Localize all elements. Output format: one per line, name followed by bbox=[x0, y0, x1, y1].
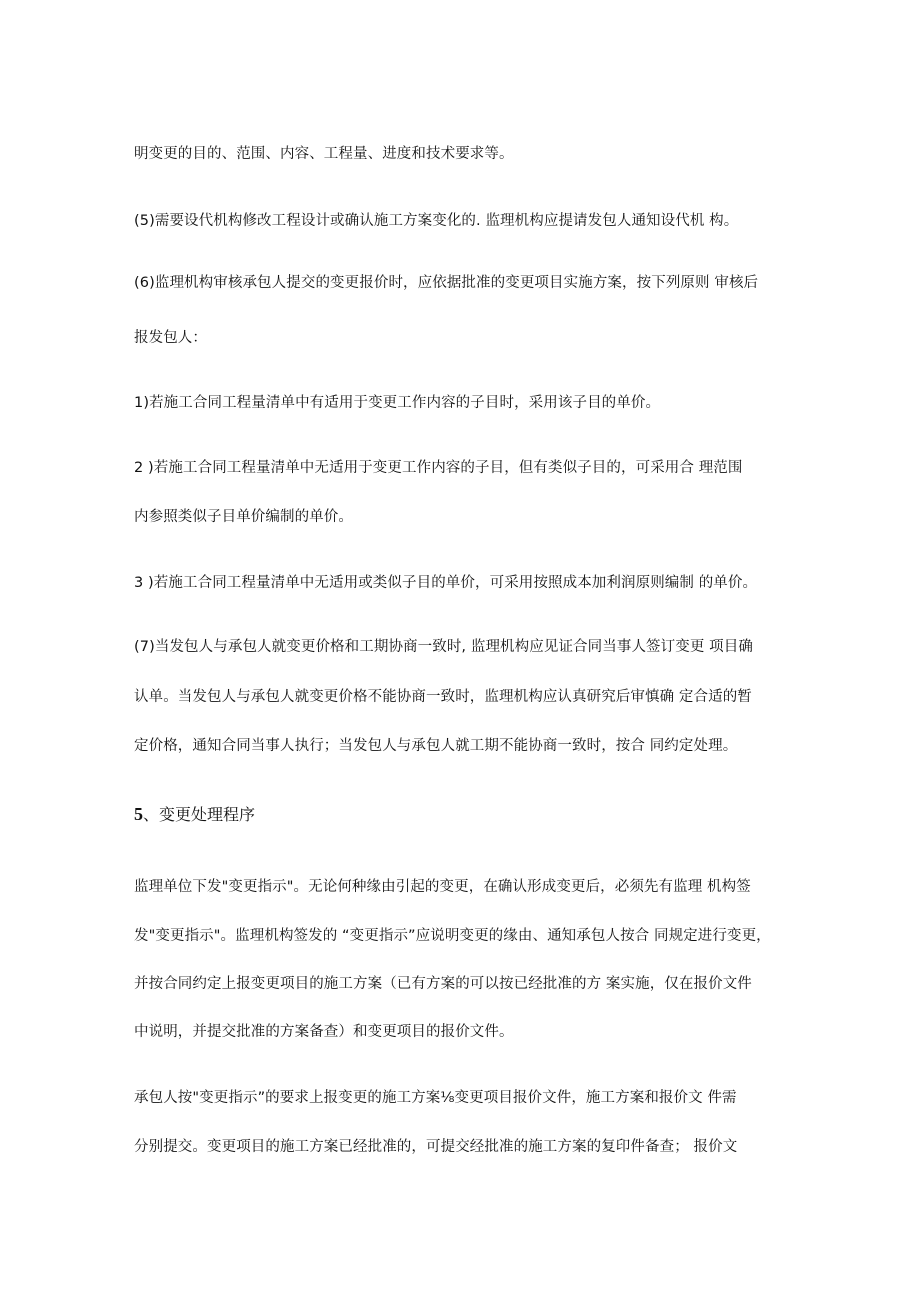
paragraph-6-line-1: 3 )若施工合同工程量清单中无适用或类似子目的单价，可采用按照成本加利润原则编制 的单价。 bbox=[134, 575, 758, 591]
paragraph-8-line-1: 监理单位下发"变更指示"。无论何种缘由引起的变更，在确认形成变更后，必须先有监理 机构签 bbox=[134, 879, 751, 895]
paragraph-7-line-1: (7)当发包人与承包人就变更价格和工期协商一致时, 监理机构应见证合同当事人签订变更 项目确 bbox=[134, 639, 753, 655]
paragraph-5-line-1: 2 )若施工合同工程量清单中无适用于变更工作内容的子目，但有类似子目的，可采用合 理范围 bbox=[134, 460, 743, 476]
paragraph-9-line-1: 承包人按"变更指示”的要求上报变更的施工方案⅛变更项目报价文件，施工方案和报价文 件需 bbox=[134, 1090, 737, 1106]
paragraph-9-line-2: 分别提交。变更项目的施工方案已经批准的，可提交经批准的施工方案的复印件备查； 报价文 bbox=[134, 1139, 738, 1155]
paragraph-3-line-2: 报发包人： bbox=[134, 330, 207, 346]
paragraph-7-line-2: 认单。当发包人与承包人就变更价格不能协商一致时，监理机构应认真研究后审慎确 定合适的暂 bbox=[134, 689, 752, 705]
paragraph-8-line-3: 并按合同约定上报变更项目的施工方案（已有方案的可以按已经批准的方 案实施，仅在报价文件 bbox=[134, 976, 752, 992]
section-heading-title: 、变更处理程序 bbox=[143, 805, 256, 824]
paragraph-8-line-2: 发"变更指示"。监理机构签发的 “变更指示”应说明变更的缘由、通知承包人按合 同规定进行变更， bbox=[134, 928, 771, 944]
paragraph-5-line-2: 内参照类似子目单价编制的单价。 bbox=[134, 509, 353, 525]
paragraph-4-line-1: 1)若施工合同工程量清单中有适用于变更工作内容的子目时，采用该子目的单价。 bbox=[134, 395, 661, 411]
section-heading bbox=[134, 803, 255, 826]
paragraph-3-line-1: (6)监理机构审核承包人提交的变更报价时，应依据批准的变更项目实施方案，按下列原则 审核后 bbox=[134, 275, 759, 291]
paragraph-2-line-1: (5)需要设代机构修改工程设计或确认施工方案变化的. 监理机构应提请发包人通知设代机 构。 bbox=[134, 213, 739, 229]
paragraph-1-line-1: 明变更的目的、范围、内容、工程量、进度和技术要求等。 bbox=[134, 146, 514, 162]
section-heading-number: 5 bbox=[134, 804, 143, 824]
paragraph-8-line-4: 中说明，并提交批准的方案备查）和变更项目的报价文件。 bbox=[134, 1024, 514, 1040]
paragraph-7-line-3: 定价格，通知合同当事人执行；当发包人与承包人就工期不能协商一致时，按合 同约定处理。 bbox=[134, 738, 738, 754]
